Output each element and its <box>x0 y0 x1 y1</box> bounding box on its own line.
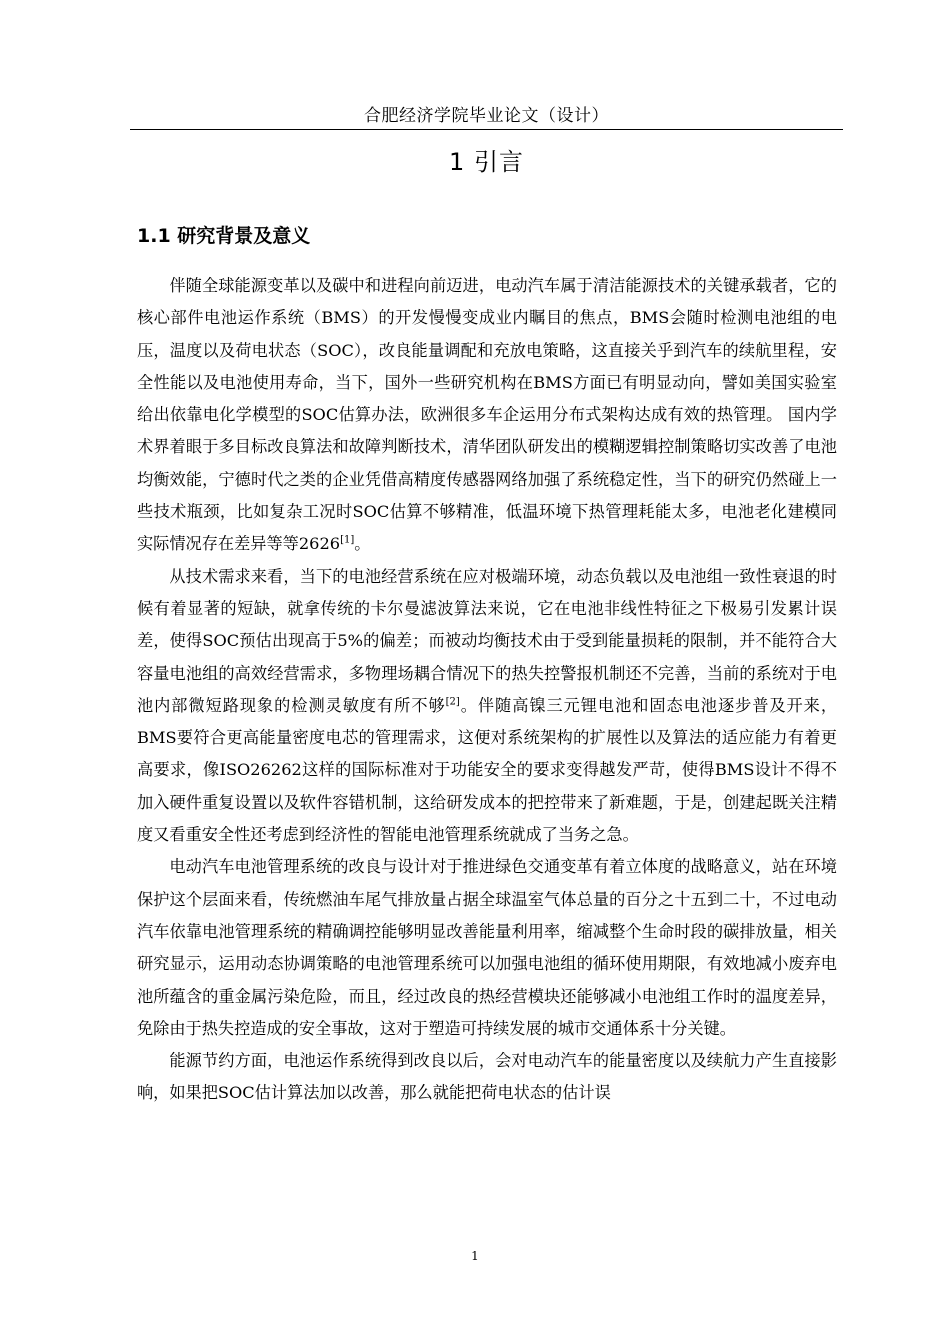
paragraph <box>137 270 837 561</box>
chapter-title: 1 引言 <box>449 148 524 176</box>
citation-ref: [2] <box>445 696 460 708</box>
section-title: 1.1 研究背景及意义 <box>137 225 311 247</box>
paragraph-text: 能源节约方面，电池运作系统得到改良以后，会对电动汽车的能量密度以及续航力产生直接影响，如果把SOC估计算法加以改善，那么就能把荷电状态的估计误 <box>137 1051 837 1103</box>
page-number: 1 <box>471 1249 479 1263</box>
paragraph <box>137 851 837 1045</box>
paragraph-text: 电动汽车电池管理系统的改良与设计对于推进绿色交通变革有着立体度的战略意义，站在环境保护这个层面来看，传统燃油车尾气排放量占据全球温室气体总量的百分之十五到二十，不过电动汽车依靠电池管理系统的精确调控能够明显改善能量利用率，缩减整个生命时段的碳排放量，相关研究显示，运用动态协调策略的电池管理系统可以加强电池组的循环使用期限，有效地减小废弃电池所蕴含的重金属污染危险，而且，经过改良的热经营模块还能够减小电池组工作时的温度差异，免除由于热失控造成的安全事故，这对于塑造可持续发展的城市交通体系十分关键。 <box>137 857 837 1038</box>
paragraph <box>137 561 837 852</box>
paragraph-tail: 。 <box>354 534 371 554</box>
paragraph-text: 从技术需求来看，当下的电池经营系统在应对极端环境，动态负载以及电池组一致性衰退的时候有着显著的短缺，就拿传统的卡尔曼滤波算法来说，它在电池非线性特征之下极易引发累计误差，使得SOC预估出现高于5%的偏差；而被动均衡技术由于受到能量损耗的限制，并不能符合大容量电池组的高效经营需求，多物理场耦合情况下的热失控警报机制还不完善，当前的系统对于电池内部微短路现象的检测灵敏度有所不够 <box>137 566 837 715</box>
paragraph <box>137 1045 837 1110</box>
body-text <box>137 270 837 1110</box>
running-header: 合肥经济学院毕业论文（设计） <box>364 106 609 126</box>
header-divider <box>130 129 843 130</box>
paragraph-tail: 。伴随高镍三元锂电池和固态电池逐步普及开来，BMS要符合更高能量密度电芯的管理需求，这便对系统架构的扩展性以及算法的适应能力有着更高要求，像ISO26262这样的国际标准对于功能安全的要求变得越发严苛，使得BMS设计不得不加入硬件重复设置以及软件容错机制，这给研发成本的把控带来了新难题，于是，创建起既关注精度又看重安全性还考虑到经济性的智能电池管理系统就成了当务之急。 <box>137 695 838 845</box>
citation-ref: [1] <box>340 534 355 546</box>
paragraph-text: 伴随全球能源变革以及碳中和进程向前迈进，电动汽车属于清洁能源技术的关键承载者，它的核心部件电池运作系统（BMS）的开发慢慢变成业内瞩目的焦点，BMS会随时检测电池组的电压，温度以及荷电状态（SOC），改良能量调配和充放电策略，这直接关乎到汽车的续航里程，安全性能以及电池使用寿命，当下，国外一些研究机构在BMS方面已有明显动向，譬如美国实验室给出依靠电化学模型的SOC估算办法，欧洲很多车企运用分布式架构达成有效的热管理。 国内学术界着眼于多目标改良算法和故障判断技术，清华团队研发出的模糊逻辑控制策略切实改善了电池均衡效能，宁德时代之类的企业凭借高精度传感器网络加强了系统稳定性，当下的研究仍然碰上一些技术瓶颈，比如复杂工况时SOC估算不够精准，低温环境下热管理耗能太多，电池老化建模同实际情况存在差异等等2626 <box>137 276 837 554</box>
